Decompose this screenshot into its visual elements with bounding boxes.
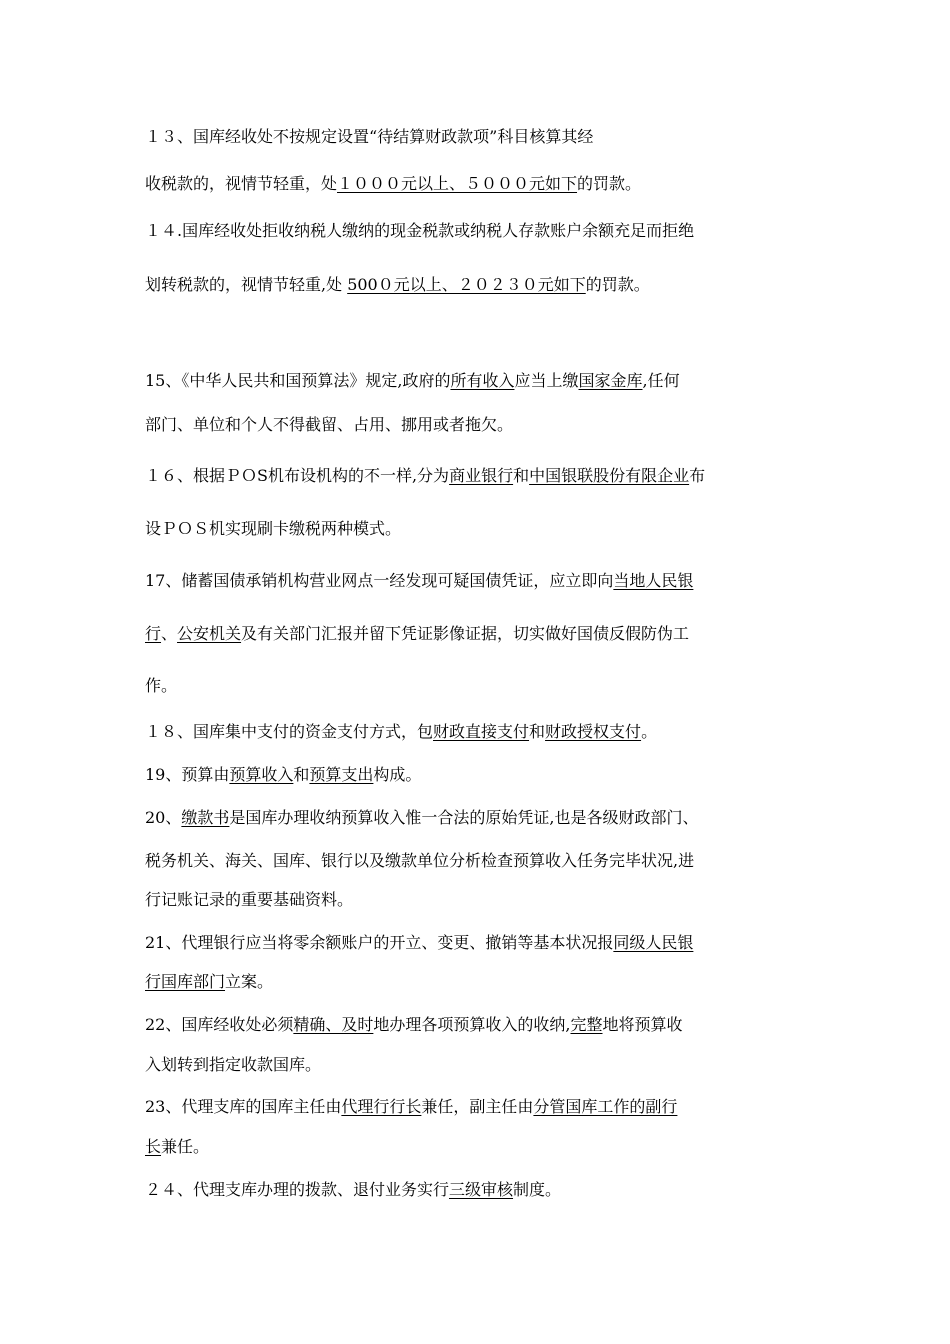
text-line (145, 933, 810, 955)
underlined-term: 分管国库工作的副行 (533, 1097, 678, 1116)
text-run: 部门、单位和个人不得截留、占用、挪用或者拖欠。 (145, 415, 514, 434)
text-line (145, 1097, 810, 1119)
text-line (145, 1137, 810, 1159)
text-run: 和 (293, 765, 310, 784)
text-run: 及有关部门汇报并留下凭证影像证据，切实做好国债反假防伪工 (241, 624, 690, 643)
text-run: 地办理各项预算收入的收纳, (373, 1015, 571, 1034)
text-run: １４.国库经收处拒收纳税人缴纳的现金税款或纳税人存款账户余额充足而拒绝 (145, 221, 695, 240)
text-line (145, 851, 810, 873)
text-run: 立案。 (225, 972, 274, 991)
text-run: 19、预算由 (145, 765, 230, 784)
text-run: ,任何 (642, 371, 680, 390)
text-line (145, 1180, 810, 1202)
underlined-term: 所有收入 (450, 371, 515, 390)
text-line (145, 371, 810, 393)
underlined-term: 公安机关 (177, 624, 242, 643)
underlined-term: 同级人民银 (613, 933, 694, 952)
text-run: 。 (641, 722, 658, 741)
underlined-term: 商业银行 (449, 466, 514, 485)
underlined-term: 长 (145, 1137, 162, 1156)
text-run: 入划转到指定收款国库。 (145, 1055, 322, 1074)
underlined-term: 中国银联股份有限企业 (529, 466, 690, 485)
text-line (145, 275, 810, 297)
underlined-term: 财政直接支付 (433, 722, 530, 741)
text-line (145, 221, 810, 243)
text-run: 20、 (145, 808, 182, 827)
text-line (145, 808, 810, 830)
text-run: 布 (689, 466, 706, 485)
text-run: 和 (529, 722, 546, 741)
text-line (145, 1015, 810, 1037)
underlined-term: 行 (145, 624, 162, 643)
text-run: 15、《中华人民共和国预算法》规定,政府的 (145, 371, 451, 390)
text-run: 行记账记录的重要基础资料。 (145, 890, 354, 909)
text-line (145, 1055, 810, 1077)
text-line (145, 624, 810, 646)
text-run: 17、储蓄国债承销机构营业网点一经发现可疑国债凭证，应立即向 (145, 571, 614, 590)
underlined-term: 完整 (570, 1015, 603, 1034)
text-run: １３、国库经收处不按规定设置“待结算财政款项”科目核算其经 (145, 127, 594, 146)
text-run: 23、代理支库的国库主任由 (145, 1097, 342, 1116)
text-line (145, 127, 810, 149)
text-run: 设ＰＯＳ机实现刷卡缴税两种模式。 (145, 519, 402, 538)
text-run: 税务机关、海关、国库、银行以及缴款单位分析检查预算收入任务完毕状况,进 (145, 851, 695, 870)
text-run: １６、根据ＰＯS机布设机构的不一样,分为 (145, 466, 450, 485)
text-run: 兼任，副主任由 (421, 1097, 534, 1116)
underlined-term: １０００元以上、５０００元如下 (337, 174, 578, 193)
text-run: ２４、代理支库办理的拨款、退付业务实行 (145, 1180, 450, 1199)
text-run: 作。 (145, 676, 178, 695)
text-run: 制度。 (513, 1180, 562, 1199)
underlined-term: 代理行行长 (341, 1097, 422, 1116)
text-line (145, 890, 810, 912)
text-line (145, 466, 810, 488)
text-run: 地将预算收 (602, 1015, 683, 1034)
underlined-term: 预算收入 (229, 765, 294, 784)
text-line (145, 571, 810, 593)
text-run: 的罚款。 (585, 275, 650, 294)
underlined-term: 缴款书 (181, 808, 230, 827)
underlined-term: 行国库部门 (145, 972, 226, 991)
underlined-term: 三级审核 (449, 1180, 514, 1199)
text-line (145, 415, 810, 437)
underlined-term: 预算支出 (309, 765, 374, 784)
text-line (145, 676, 810, 698)
text-run: 的罚款。 (577, 174, 642, 193)
text-line (145, 519, 810, 541)
underlined-term: 当地人民银 (613, 571, 694, 590)
text-run: 收税款的，视情节轻重，处 (145, 174, 338, 193)
text-run: 构成。 (373, 765, 422, 784)
underlined-term: 500０元以上、２０２３０元如下 (347, 275, 586, 294)
text-line (145, 722, 810, 744)
underlined-term: 精确、及时 (293, 1015, 374, 1034)
text-run: 和 (513, 466, 530, 485)
text-run: 、 (161, 624, 178, 643)
underlined-term: 财政授权支付 (545, 722, 642, 741)
text-run: 划转税款的，视情节轻重,处 (145, 275, 348, 294)
text-line (145, 174, 810, 196)
text-run: 应当上缴 (514, 371, 579, 390)
text-line (145, 765, 810, 787)
text-run: 是国库办理收纳预算收入惟一合法的原始凭证,也是各级财政部门、 (229, 808, 699, 827)
text-run: 22、国库经收处必须 (145, 1015, 294, 1034)
underlined-term: 国家金库 (578, 371, 643, 390)
text-run: 兼任。 (161, 1137, 210, 1156)
text-line (145, 972, 810, 994)
text-run: １８、国库集中支付的资金支付方式，包 (145, 722, 434, 741)
text-run: 21、代理银行应当将零余额账户的开立、变更、撤销等基本状况报 (145, 933, 614, 952)
